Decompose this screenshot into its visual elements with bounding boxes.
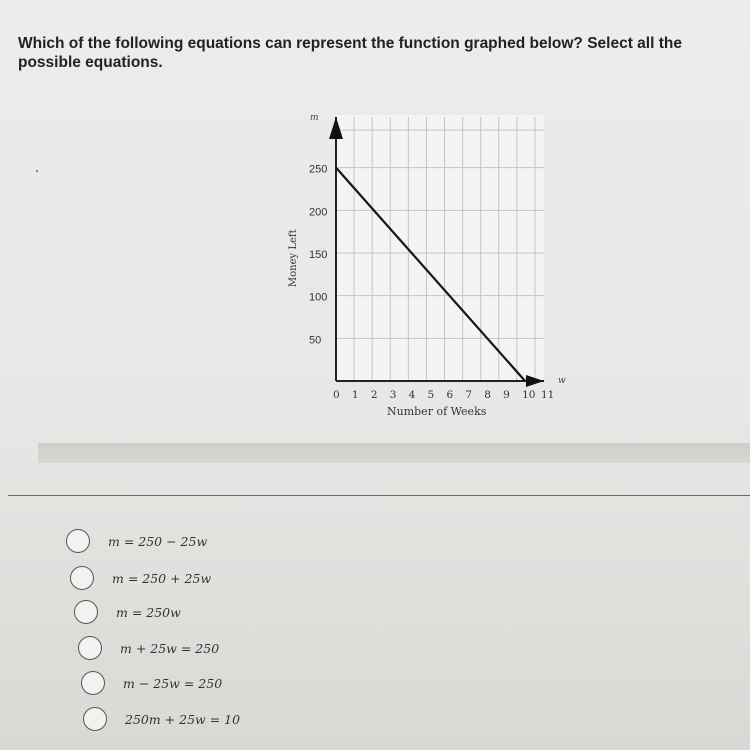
answer-option[interactable] xyxy=(81,670,222,696)
x-tick-label: 9 xyxy=(503,389,510,401)
y-tick-label: 50 xyxy=(309,334,322,347)
option-checkbox[interactable] xyxy=(83,707,107,731)
x-tick-label: 0 xyxy=(333,389,340,401)
option-label: 250m + 25w = 10 xyxy=(125,711,241,727)
answer-option[interactable] xyxy=(70,565,211,591)
x-tick-label: 3 xyxy=(389,389,397,401)
x-tick-label: 8 xyxy=(484,389,491,401)
question-text: Which of the following equations can represent the function graphed below? Select all the possible equations. xyxy=(18,35,682,71)
x-tick-label: 1 xyxy=(351,389,359,401)
answer-option[interactable] xyxy=(74,599,181,625)
option-checkbox[interactable] xyxy=(66,529,90,553)
answer-option[interactable] xyxy=(83,706,240,732)
y-tick-label: 250 xyxy=(309,163,328,176)
option-label: m + 25w = 250 xyxy=(120,640,220,656)
option-checkbox[interactable] xyxy=(70,566,94,590)
answer-option[interactable] xyxy=(78,635,219,661)
option-label: m = 250 + 25w xyxy=(112,570,212,586)
answer-option[interactable] xyxy=(66,528,207,554)
x-tick-label: 10 xyxy=(522,389,536,401)
y-tick-label: 200 xyxy=(309,206,328,219)
x-axis-symbol: w xyxy=(558,376,566,386)
x-tick-label: 2 xyxy=(370,389,378,401)
option-checkbox[interactable] xyxy=(74,600,98,624)
y-axis-symbol: m xyxy=(310,113,319,123)
x-tick-label: 6 xyxy=(446,389,454,401)
option-checkbox[interactable] xyxy=(78,636,102,660)
x-tick-label: 11 xyxy=(541,389,555,401)
option-label: m = 250 − 25w xyxy=(108,533,208,549)
y-tick-label: 100 xyxy=(309,291,328,304)
y-axis-label: Money Left xyxy=(288,229,299,288)
x-tick-label: 4 xyxy=(408,389,416,401)
option-checkbox[interactable] xyxy=(81,671,105,695)
option-label: m − 25w = 250 xyxy=(123,675,223,691)
y-tick-label: 150 xyxy=(309,249,328,261)
x-tick-label: 7 xyxy=(465,389,473,401)
x-axis-label: Number of Weeks xyxy=(387,405,487,418)
option-label: m = 250w xyxy=(116,604,181,620)
x-tick-label: 5 xyxy=(427,389,435,401)
